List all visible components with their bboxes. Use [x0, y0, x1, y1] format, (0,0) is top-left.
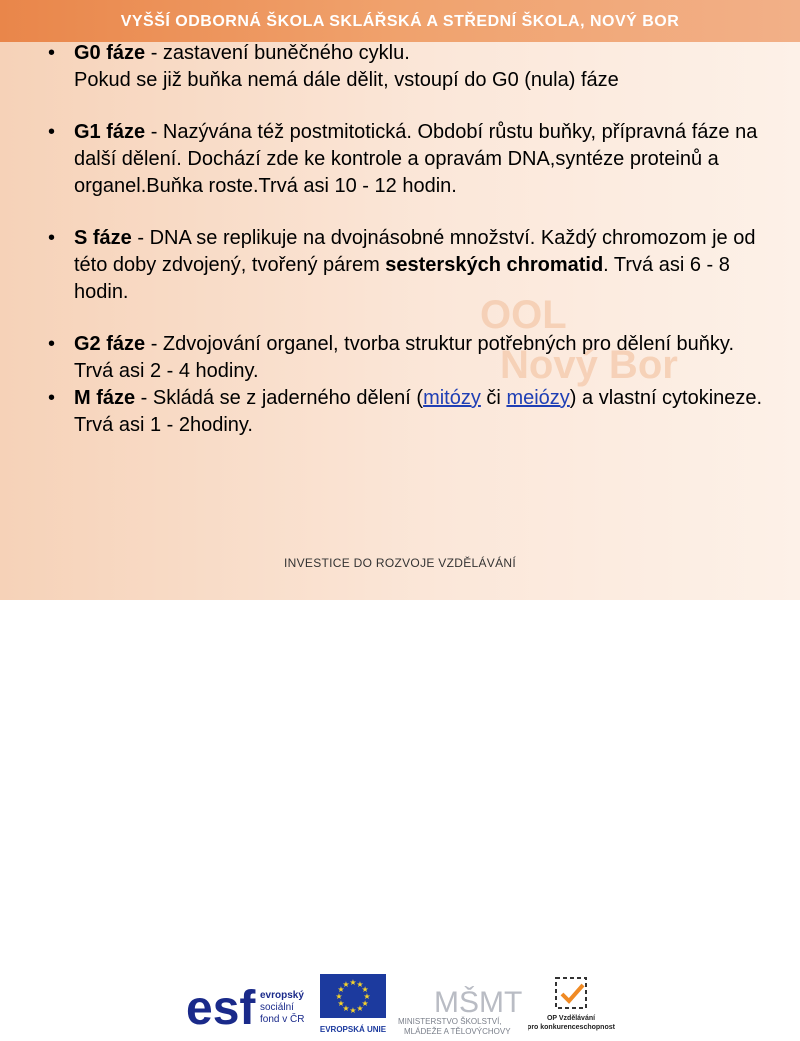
- esf-logo: [186, 974, 316, 1041]
- bullet: •: [48, 227, 56, 249]
- op-logo-graphic: [528, 974, 618, 1036]
- term-chromatid: sesterských chromatid: [385, 254, 604, 276]
- bullet: •: [48, 387, 56, 409]
- msmt-logo: [396, 974, 526, 1041]
- term-s: S fáze: [74, 227, 132, 249]
- eu-logo: [316, 974, 392, 1041]
- text-s-end: . Trvá asi 6 - 8 hodin.: [74, 254, 730, 303]
- text-g0-line2: Pokud se již buňka nemá dále dělit, vstoupí do G0 (nula) fáze: [74, 69, 619, 91]
- bullet-list: [48, 40, 768, 439]
- star-icon: ★: [342, 979, 350, 989]
- text-m-mid: či: [480, 387, 507, 409]
- list-item-g0: [48, 40, 768, 94]
- text-m: - Skládá se z jaderného dělení (: [135, 387, 424, 409]
- star-icon: ★: [337, 999, 345, 1008]
- header-bar: [0, 0, 800, 42]
- esf-logo-graphic: [186, 974, 316, 1036]
- text-g0: - zastavení buněčného cyklu.: [145, 42, 410, 64]
- op-logo: [528, 974, 618, 1041]
- footer-logos: [0, 486, 800, 1036]
- eu-flag-icon: [316, 974, 392, 1036]
- text-g1: - Nazývána též postmitotická. Období růstu buňky, přípravná fáze na další dělení. Dochází zde ke kontrole a opravám DNA,syntéze proteinů a organel.Buňka roste.Trvá asi 10 - 12 hodin.: [74, 121, 758, 197]
- bullet: •: [48, 333, 56, 355]
- watermark-line2: Nový Bor: [500, 343, 678, 387]
- text-s: - DNA se replikuje na dvojnásobné množství. Každý chromozom je od této doby zdvojený, tvořený párem: [74, 227, 756, 276]
- star-icon: ★: [361, 985, 369, 994]
- msmt-logo-graphic: [396, 974, 526, 1036]
- list-item-s: [48, 225, 768, 306]
- term-g0: G0 fáze: [74, 42, 146, 64]
- term-g2: G2 fáze: [74, 333, 146, 355]
- bullet: •: [48, 121, 56, 143]
- msmt-mark: MŠMT: [434, 986, 523, 1019]
- school-title: VYŠŠÍ ODBORNÁ ŠKOLA SKLÁŘSKÁ A STŘEDNÍ ŠKOLA, NOVÝ BOR: [120, 13, 680, 30]
- op-text2: pro konkurenceschopnost: [528, 1024, 615, 1031]
- star-icon: ★: [342, 1004, 350, 1014]
- star-icon: ★: [335, 992, 343, 1001]
- list-item-g1: [48, 119, 768, 200]
- link-mitozy[interactable]: mitózy: [423, 387, 481, 409]
- star-icon: ★: [356, 1004, 364, 1014]
- star-icon: ★: [349, 1006, 357, 1015]
- esf-text1: evropský: [260, 990, 304, 1001]
- footer-tagline: INVESTICE DO ROZVOJE VZDĚLÁVÁNÍ: [283, 556, 516, 570]
- watermark-line1: OOL: [480, 293, 567, 337]
- text-g2: - Zdvojování organel, tvorba struktur potřebných pro dělení buňky. Trvá asi 2 - 4 hodiny.: [74, 333, 734, 382]
- checkmark-icon: [562, 985, 583, 1001]
- star-icon: ★: [361, 999, 369, 1008]
- esf-text2: sociální: [260, 1002, 294, 1013]
- eu-text: EVROPSKÁ UNIE: [319, 1025, 387, 1034]
- bullet: •: [48, 42, 56, 64]
- msmt-text1: MINISTERSTVO ŠKOLSTVÍ,: [398, 1017, 502, 1026]
- star-icon: ★: [363, 992, 371, 1001]
- msmt-text2: MLÁDEŽE A TĚLOVÝCHOVY: [404, 1027, 511, 1036]
- link-meiozy[interactable]: meiózy: [506, 387, 570, 409]
- star-icon: ★: [356, 979, 364, 989]
- list-item-g2: [48, 331, 768, 385]
- term-m: M fáze: [74, 387, 136, 409]
- star-icon: ★: [349, 978, 357, 987]
- term-g1: G1 fáze: [74, 121, 146, 143]
- list-item-m: [48, 385, 768, 439]
- esf-logo-text: esf: [186, 982, 256, 1035]
- text-m-end: ) a vlastní cytokineze. Trvá asi 1 - 2hodiny.: [74, 387, 763, 436]
- op-text1: OP Vzdělávání: [546, 1015, 596, 1022]
- star-icon: ★: [337, 985, 345, 994]
- esf-text3: fond v ČR: [260, 1014, 305, 1025]
